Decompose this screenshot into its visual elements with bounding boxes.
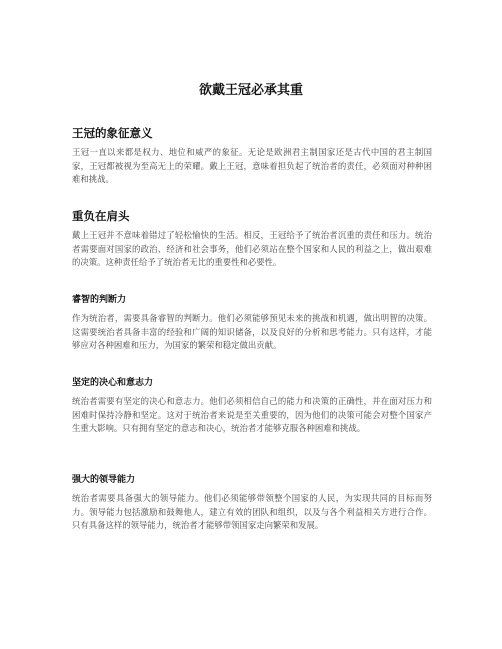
section-judgment	[72, 294, 432, 353]
section-determination	[72, 377, 432, 436]
section-body: 统治者需要具备强大的领导能力。他们必须能够带领整个国家的人民，为实现共同的目标而努力。领导能力包括激励和鼓舞他人，建立有效的团队和组织，以及与各个利益相关方进行合作。只有具备这样的领导能力，统治者才能够带领国家走向繁荣和发展。	[72, 493, 432, 531]
document-title: 欲戴王冠必承其重	[198, 83, 303, 98]
subsection-heading: 睿智的判断力	[72, 295, 127, 305]
section-heading: 王冠的象征意义	[72, 126, 153, 140]
section-leadership	[72, 474, 432, 533]
section-symbolism	[72, 126, 432, 187]
section-body: 统治者需要有坚定的决心和意志力。他们必须相信自己的能力和决策的正确性，并在面对压力和困难时保持冷静和坚定。这对于统治者来说是至关重要的，因为他们的决策可能会对整个国家产生重大影响。只有拥有坚定的意志和决心，统治者才能够克服各种困难和挑战。	[72, 396, 432, 434]
section-body: 王冠一直以来都是权力、地位和威严的象征。无论是欧洲君主制国家还是古代中国的君主制国家，王冠都被视为至高无上的荣耀。戴上王冠，意味着担负起了统治者的责任，必须面对种种困难和挑战。	[72, 147, 432, 185]
section-body: 戴上王冠并不意味着错过了轻松愉快的生活。相反，王冠给予了统治者沉重的责任和压力。统治者需要面对国家的政治、经济和社会事务，他们必须站在整个国家和人民的利益之上，做出艰难的决策。这种责任给予了统治者无比的重要性和必要性。	[72, 230, 432, 268]
section-heading: 重负在肩头	[72, 209, 130, 223]
section-body: 作为统治者，需要具备睿智的判断力。他们必须能够预见未来的挑战和机遇，做出明智的决策。这需要统治者具备丰富的经验和广阔的知识储备，以及良好的分析和思考能力。只有这样，才能够应对各种困难和压力，为国家的繁荣和稳定做出贡献。	[72, 313, 432, 351]
subsection-heading: 强大的领导能力	[72, 475, 136, 485]
subsection-heading: 坚定的决心和意志力	[72, 378, 154, 388]
section-burden	[72, 209, 432, 270]
